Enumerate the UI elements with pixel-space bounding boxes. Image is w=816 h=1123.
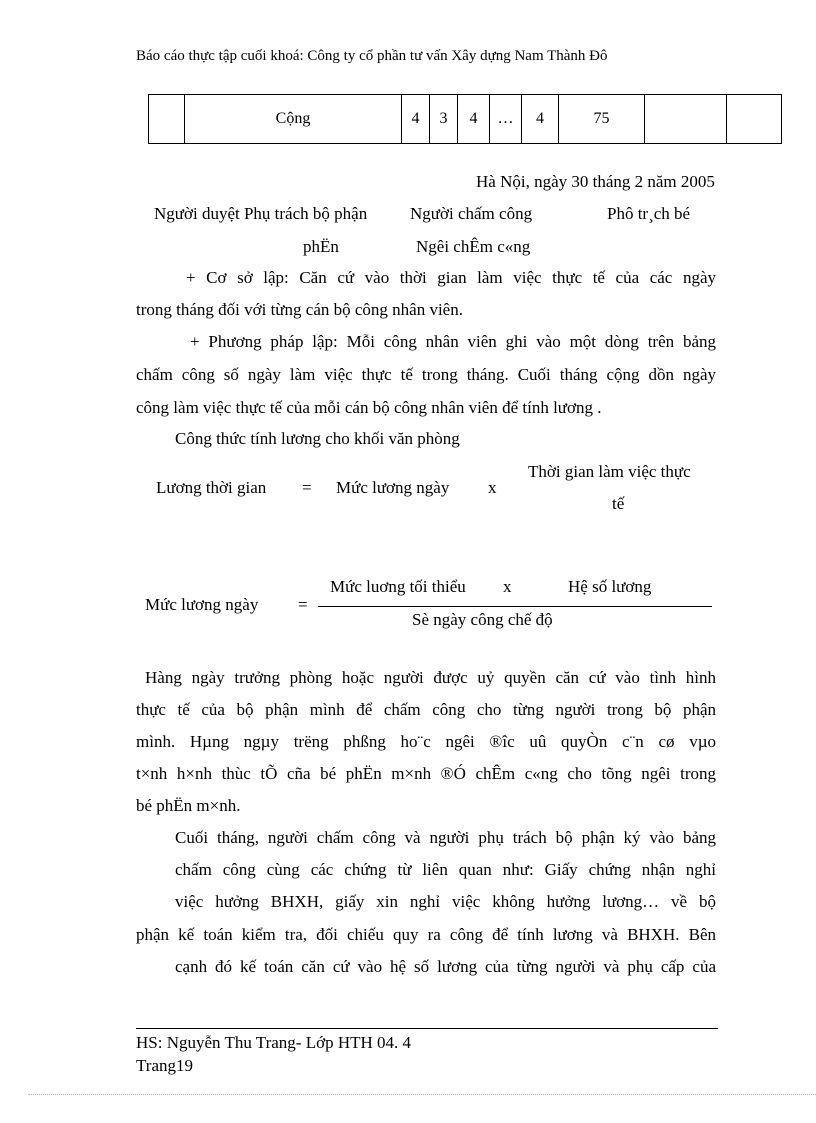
formula2-denominator: Sè ngày công chế độ (412, 610, 553, 629)
body-line-7: chấm công cùng các chứng từ liên quan như: Giấy chứng nhận nghỉ (175, 860, 716, 879)
signature-approver-cont: phËn (303, 237, 339, 256)
formula1-term1: Mức lương ngày (336, 478, 450, 497)
signature-head: Phô tr¸ch bé (607, 204, 691, 223)
body-line-5: bé phËn m×nh. (136, 796, 241, 815)
table-cell-empty (645, 95, 727, 144)
page-edge-divider (28, 1094, 816, 1095)
summary-table (148, 94, 782, 144)
page-header: Báo cáo thực tập cuối khoá: Công ty cổ phần tư vấn Xây dựng Nam Thành Đô (136, 48, 608, 64)
footer-rule (136, 1028, 718, 1029)
method-line-2: chấm công số ngày làm việc thực tế trong tháng. Cuối tháng cộng dồn ngày (136, 365, 716, 384)
formula1-equals: = (302, 478, 312, 497)
body-line-4: t×nh h×nh thùc tÕ cña bé phËn m×nh ®Ó chÊm c«ng cho tõng ngêi trong (136, 764, 716, 783)
table-cell: 3 (430, 95, 458, 144)
formula2-equals: = (298, 595, 308, 614)
body-line-9: phận kế toán kiểm tra, đối chiếu quy ra công để tính lương và BHXH. Bên (136, 925, 716, 944)
body-line-10: cạnh đó kế toán căn cứ vào hệ số lương của từng người và phụ cấp của (175, 957, 716, 976)
basis-line-1: + Cơ sở lập: Căn cứ vào thời gian làm việc thực tế của các ngày (186, 268, 716, 287)
method-line-1: + Phương pháp lập: Mỗi công nhân viên ghi vào một dòng trên bảng (190, 332, 716, 351)
table-cell: 4 (522, 95, 559, 144)
body-line-6: Cuối tháng, người chấm công và người phụ trách bộ phận ký vào bảng (175, 828, 716, 847)
formula2-numerator-b: Hệ số lương (568, 577, 652, 596)
method-line-3: công làm việc thực tế của mỗi cán bộ công nhân viên để tính lương . (136, 398, 602, 417)
date-line: Hà Nội, ngày 30 tháng 2 năm 2005 (476, 172, 715, 191)
formula-intro: Công thức tính lương cho khối văn phòng (175, 429, 460, 448)
formula1-term2-line2: tế (612, 494, 625, 513)
table-cell: 4 (402, 95, 430, 144)
body-line-1: Hàng ngày trưởng phòng hoặc người được uỷ quyền căn cứ vào tình hình (145, 668, 716, 687)
table-cell: … (490, 95, 522, 144)
fraction-bar (318, 606, 712, 607)
table-cell-label: Cộng (185, 95, 402, 144)
body-line-2: thực tế của bộ phận mình để chấm công cho từng người trong bộ phận (136, 700, 716, 719)
signature-timekeeper-cont: Ngêi chÊm c«ng (416, 237, 531, 256)
footer-author: HS: Nguyễn Thu Trang- Lớp HTH 04. 4 (136, 1033, 412, 1052)
basis-line-2: trong tháng đối với từng cán bộ công nhân viên. (136, 300, 463, 319)
table-cell-total: 75 (559, 95, 645, 144)
table-cell-empty (727, 95, 782, 144)
table-cell: 4 (458, 95, 490, 144)
table-cell-empty (149, 95, 185, 144)
formula2-numerator-a: Mức luơng tối thiểu (330, 577, 466, 596)
formula2-lhs: Mức lương ngày (145, 595, 259, 614)
formula1-lhs: Lương thời gian (156, 478, 267, 497)
body-line-8: việc hưởng BHXH, giấy xin nghỉ việc không hưởng lương… về bộ (175, 892, 716, 911)
formula1-operator: x (488, 478, 497, 497)
footer-page-number: Trang19 (136, 1056, 193, 1075)
body-line-3: mình. Hµng ngµy trëng phßng ho¨c ngêi ®îc uû quyÒn c¨n cø vµo (136, 732, 716, 751)
signature-approver: Người duyệt Phụ trách bộ phận (154, 204, 368, 223)
formula1-term2-line1: Thời gian làm việc thực (528, 462, 691, 481)
signature-timekeeper: Người chấm công (410, 204, 533, 223)
formula2-numerator-op: x (503, 577, 512, 596)
table-row (149, 95, 782, 144)
